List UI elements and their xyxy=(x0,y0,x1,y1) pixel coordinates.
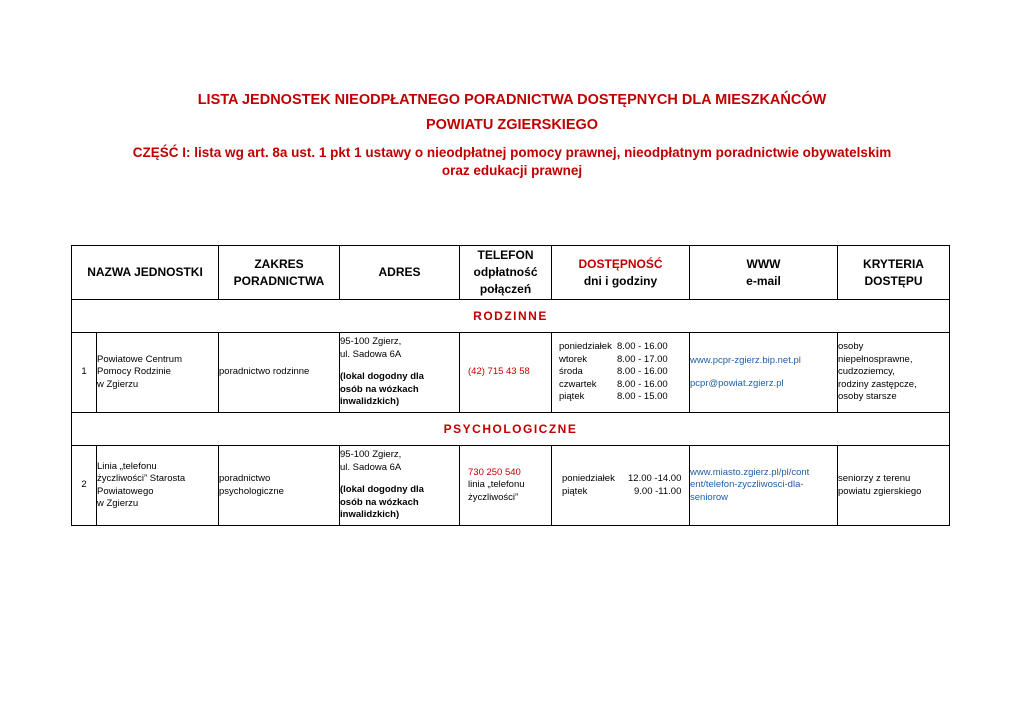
section-row-psychologiczne xyxy=(72,413,950,446)
unit-phone: 730 250 540 linia „telefonu życzliwości” xyxy=(460,446,552,526)
hours-row: piątek 8.00 - 15.00 xyxy=(559,391,668,403)
unit-hours xyxy=(552,446,690,526)
unit-phone: (42) 715 43 58 xyxy=(460,333,552,413)
header-zakres: ZAKRES PORADNICTWA xyxy=(219,246,340,300)
table-row xyxy=(72,446,950,526)
header-nazwa: NAZWA JEDNOSTKI xyxy=(72,246,219,300)
header-www: WWW e-mail xyxy=(690,246,838,300)
title-line-1: LISTA JEDNOSTEK NIEODPŁATNEGO PORADNICTWA DOSTĘPNYCH DLA MIESZKAŃCÓW xyxy=(197,92,827,108)
unit-www-email xyxy=(690,446,838,526)
unit-kryteria: seniorzy z terenu powiatu zgierskiego xyxy=(838,446,950,526)
unit-address: 95-100 Zgierz, ul. Sadowa 6A (lokal dogodny dla osób na wózkach inwalidzkich) xyxy=(340,333,460,413)
subtitle-line-2: oraz edukacji prawnej xyxy=(441,163,583,178)
hours-row: poniedziałek 12.00 -14.00 xyxy=(562,473,682,484)
table-row xyxy=(72,333,950,413)
row-number: 2 xyxy=(72,446,97,526)
section-row-rodzinne xyxy=(72,300,950,333)
unit-hours xyxy=(552,333,690,413)
section-label: RODZINNE xyxy=(72,300,950,333)
unit-kryteria: osoby niepełnosprawne, cudzoziemcy, rodziny zastępcze, osoby starsze xyxy=(838,333,950,413)
title-line-2: POWIATU ZGIERSKIEGO xyxy=(425,117,599,133)
units-table xyxy=(71,245,950,526)
header-adres: ADRES xyxy=(340,246,460,300)
header-row xyxy=(72,246,950,300)
unit-zakres: poradnictwo psychologiczne xyxy=(219,446,340,526)
header-telefon: TELEFON odpłatność połączeń xyxy=(460,246,552,300)
hours-row: wtorek 8.00 - 17.00 xyxy=(559,353,668,365)
unit-name: Powiatowe Centrum Pomocy Rodzinie w Zgierzu xyxy=(97,333,219,413)
header-kryteria: KRYTERIA DOSTĘPU xyxy=(838,246,950,300)
unit-www-email xyxy=(690,333,838,413)
unit-address: 95-100 Zgierz, ul. Sadowa 6A (lokal dogodny dla osób na wózkach inwalidzkich) xyxy=(340,446,460,526)
section-label: PSYCHOLOGICZNE xyxy=(72,413,950,446)
hours-row: piątek 9.00 -11.00 xyxy=(562,485,682,497)
row-number: 1 xyxy=(72,333,97,413)
hours-row: czwartek 8.00 - 16.00 xyxy=(559,378,668,390)
header-dostepnosc: DOSTĘPNOŚĆ dni i godziny xyxy=(552,246,690,300)
email-link[interactable]: pcpr@powiat.zgierz.pl xyxy=(690,377,784,389)
unit-name: Linia „telefonu życzliwości” Starosta Powiatowego w Zgierzu xyxy=(97,446,219,526)
www-link[interactable]: www.miasto.zgierz.pl/pl/cont ent/telefon-zyczliwosci-dla- seniorow xyxy=(690,466,810,503)
www-link[interactable]: www.pcpr-zgierz.bip.net.pl xyxy=(690,355,801,366)
document-title-block xyxy=(0,88,1024,180)
hours-row: środa 8.00 - 16.00 xyxy=(559,366,668,378)
hours-row: poniedziałek 8.00 - 16.00 xyxy=(559,341,668,353)
subtitle-line-1: CZĘŚĆ I: lista wg art. 8a ust. 1 pkt 1 ustawy o nieodpłatnej pomocy prawnej, nieodpłatnym poradnictwie obywatelskim xyxy=(132,145,892,160)
unit-zakres: poradnictwo rodzinne xyxy=(219,333,340,413)
